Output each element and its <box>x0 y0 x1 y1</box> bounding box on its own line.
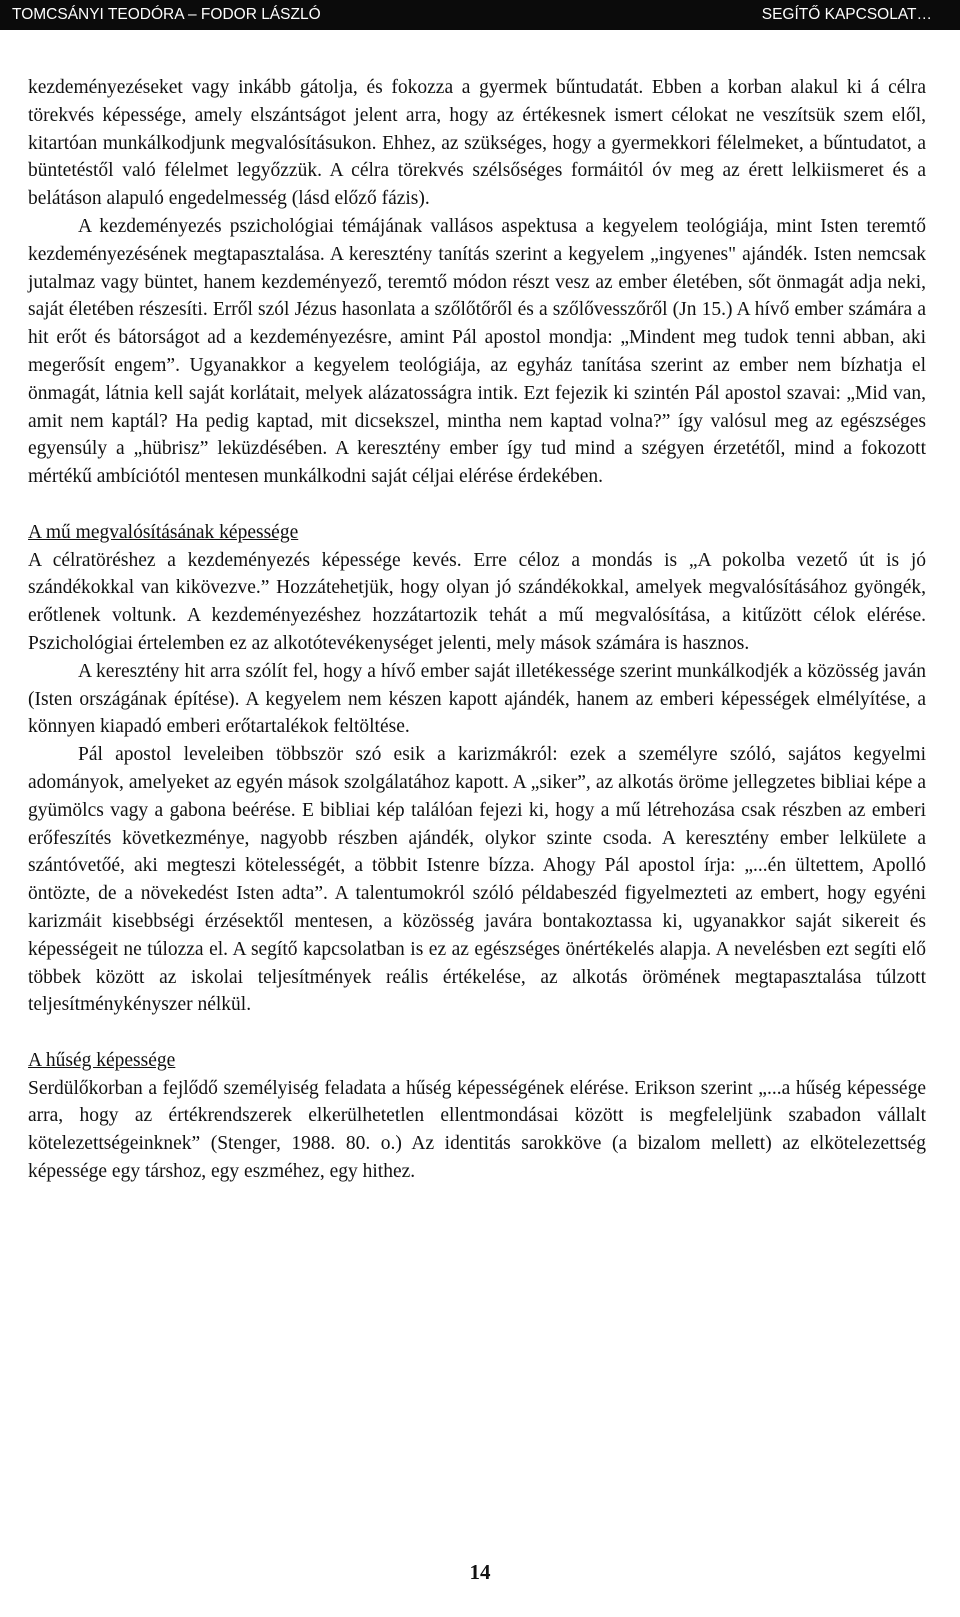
section-heading: A hűség képessége <box>28 1049 176 1071</box>
paragraph: kezdeményezéseket vagy inkább gátolja, és fokozza a gyermek bűntudatát. Ebben a korban alakul ki á célra törekvés képessége, amely elszántságot jelent arra, hogy az értékesnek ismert célokat ne veszítsük szem elől, kitartóan munkálkodjunk megvalósításukon. Ehhez, az szükséges, hogy a gyermekkori félelmeket, a bűntudatot, a büntetéstől való félelmet legyőzzük. A célra törekvés szélsőséges formáitól óv meg az érett lelkiismeret és a belátáson alapuló engedelmesség (lásd előző fázis). <box>28 77 926 210</box>
paragraph: A célratöréshez a kezdeményezés képessége kevés. Erre céloz a mondás is „A pokolba vezető út is jó szándékokkal van kikövezve.” Hozzátehetjük, hogy olyan jó szándékokkal, amelyek megvalósításához gyöngék, erőtlenek voltunk. A kezdeményezéshez hozzátartozik tehát a mű megvalósítása, a kitűzött célok elérése. Pszichológiai értelemben ez az alkotótevékenységet jelenti, mely mások számára is hasznos. <box>28 549 926 654</box>
paragraph: Serdülőkorban a fejlődő személyiség feladata a hűség képességének elérése. Erikson szerint „...a hűség képessége arra, hogy az értékrendszerek elkerülhetetlen ellentmondásai között is megfeleljünk szabadon vállalt kötelezettségeinknek” (Stenger, 1988. 80. o.) Az identitás sarokköve (a bizalom mellett) az elkötelezettség képessége egy társhoz, egy eszméhez, egy hithez. <box>28 1077 926 1183</box>
paragraph: Pál apostol leveleiben többször szó esik a karizmákról: ezek a személyre szóló, sajátos kegyelmi adományok, amelyeket az egyén mások szolgálatához kapott. A „siker”, az alkotás öröme jellegzetes bibliai képe a gyümölcs vagy a gabona beérése. E bibliai kép találóan fejezi ki, hogy a mű létrehozása csak részben az emberi erőfeszítés következménye, nagyobb részben ajándék, olykor szinte csoda. A keresztény ember lelkülete a szántóvetőé, aki megteszi kötelességét, a többit Istenre bízza. Ahogy Pál apostol írja: „...én ültettem, Apolló öntözte, de a növekedést Isten adta”. A talentumokról szóló példabeszéd figyelmezteti az embert, hogy egyéni karizmáit kisebbségi érzésektől mentesen, a közösség javára bontakoztassa ki, ugyanakkor saját sikereit és képességeit ne túlozza el. A segítő kapcsolatban is ez az egészséges önértékelés alapja. A nevelésben ezt segíti elő többek között az iskolai teljesítmények reális értékelése, az alkotás örömének megtapasztalása túlzott teljesítménykényszer nélkül. <box>28 744 926 1016</box>
running-header <box>0 0 960 30</box>
header-authors: TOMCSÁNYI TEODÓRA – FODOR LÁSZLÓ <box>12 6 321 23</box>
section-heading: A mű megvalósításának képessége <box>28 521 299 543</box>
paragraph: A keresztény hit arra szólít fel, hogy a hívő ember saját illetékessége szerint munkálkodjék a közösség javán (Isten országának építése). A kegyelem nem készen kapott ajándék, hanem az emberi képességek elmélyítése, a könnyen kiapadó emberi erőtartalékok feltöltése. <box>28 660 926 738</box>
page-number: 14 <box>469 1560 491 1584</box>
header-title: SEGÍTŐ KAPCSOLAT… <box>761 6 932 23</box>
paragraph: A kezdeményezés pszichológiai témájának vallásos aspektusa a kegyelem teológiája, mint Isten teremtő kezdeményezésének megtapasztalása. A keresztény tanítás szerint a kegyelem „ingyenes" ajándék. Isten nemcsak jutalmaz vagy büntet, hanem kezdeményező, teremtő módon részt vesz az ember életében, sőt önmagát adja neki, saját életében részesíti. Erről szól Jézus hasonlata a szőlőtőről és a szőlővesszőről (Jn 15.) A hívő ember számára a hit erőt és bátorságot ad a kezdeményezésre, amint Pál apostol mondja: „Mindent meg tudok tenni abban, aki megerősít engem”. Ugyanakkor a kegyelem teológiája, az egyház tanítása szerint az ember nem bízhatja el önmagát, látnia kell saját korlátait, melyek alázatosságra intik. Ezt fejezik ki szintén Pál apostol szavai: „Mid van, amit nem kaptál? Ha pedig kaptad, mit dicsekszel, mintha nem kaptad volna?” így valósul meg az egészséges egyensúly a „hübrisz” leküzdésében. A keresztény ember így tud mind a szégyen érzetétől, mind a fokozott mértékű ambíciótól mentesen munkálkodni saját céljai elérése érdekében. <box>28 215 926 488</box>
body-text <box>28 74 926 1186</box>
